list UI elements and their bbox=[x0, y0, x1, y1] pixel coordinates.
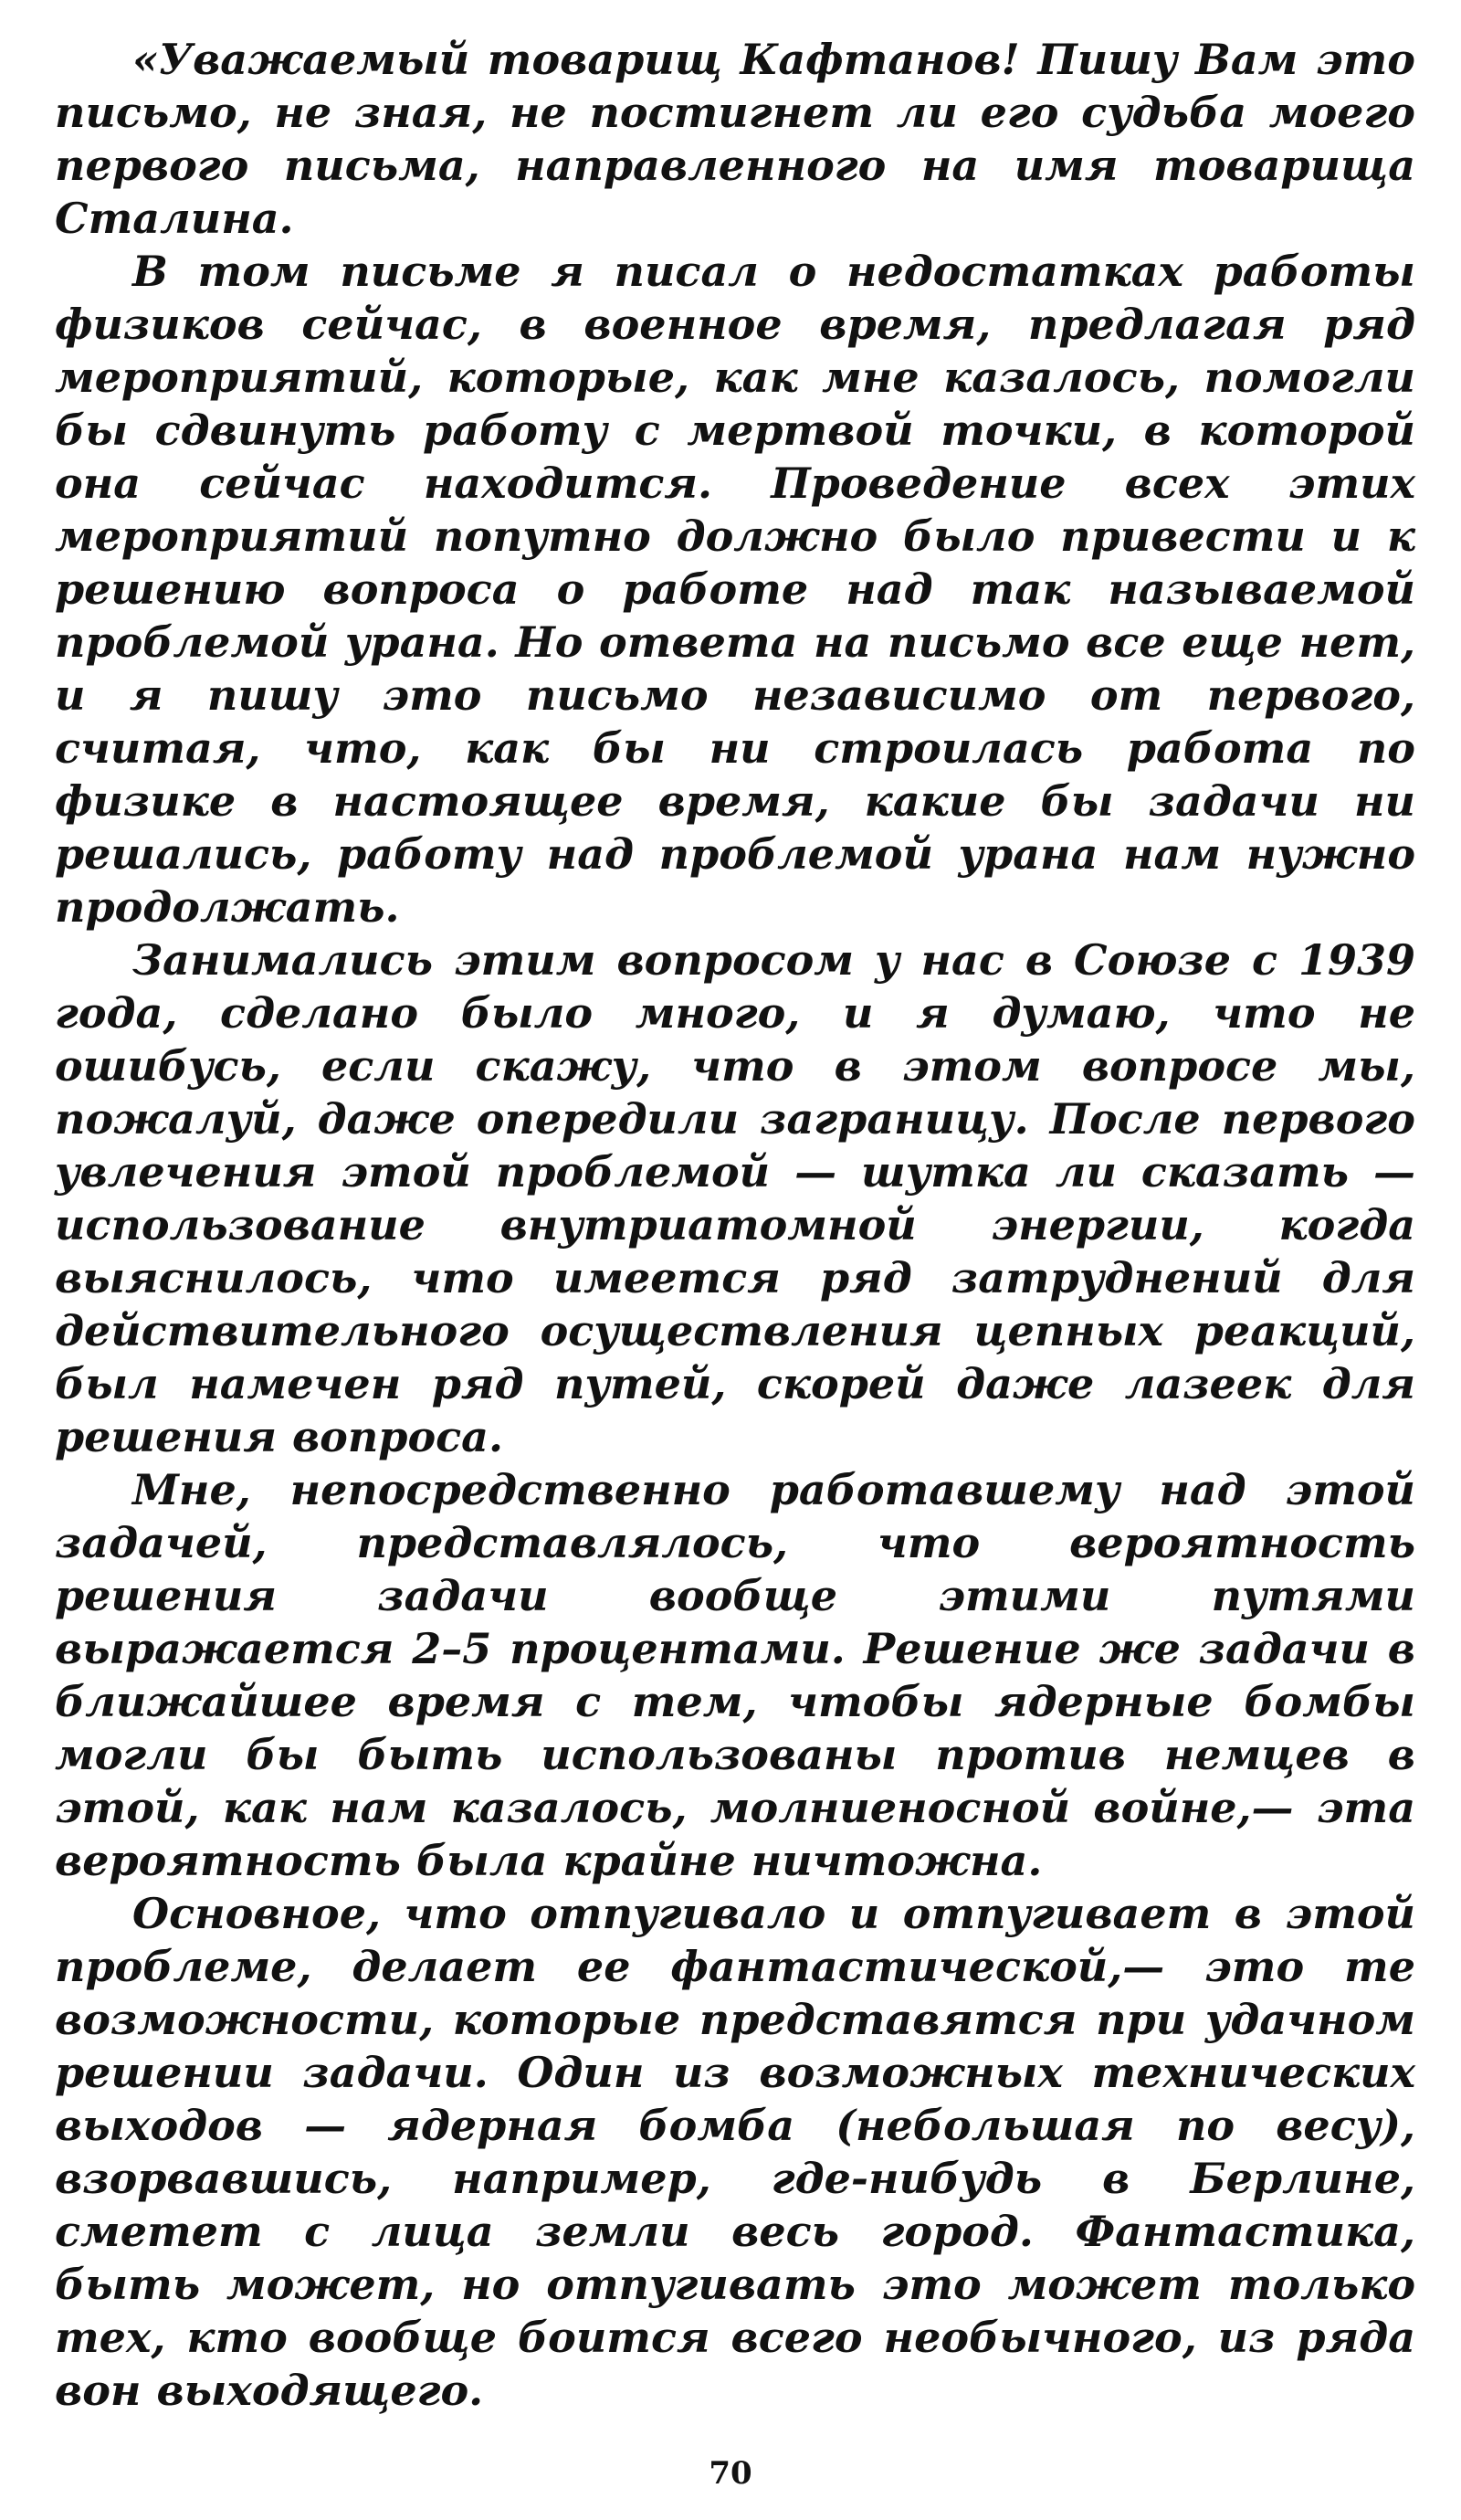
paragraph-5: Основное, что отпугивало и отпугивает в этой проблеме, делает ее фантастической,— это те возможности, которые представятся при удачном решении задачи. Один из возможных технических выходов — ядерная бомба (небольшая по весу), взорвавшись, например, где-нибудь в Берлине, сметет с лица земли весь город. Фантастика, быть может, но отпугивать это может только тех, кто вообще боится всего необычного, из ряда вон выходящего. bbox=[55, 1889, 1415, 2415]
paragraph-3: Занимались этим вопросом у нас в Союзе с 1939 года, сделано было много, и я думаю, что не ошибусь, если скажу, что в этом вопросе мы, пожалуй, даже опередили заграницу. После первого увлечения этой проблемой — шутка ли сказать — использование внутриатомной энергии, когда выяснилось, что имеется ряд затруднений для действительного осуществления цепных реакций, был намечен ряд путей, скорей даже лазеек для решения вопроса. bbox=[55, 935, 1415, 1461]
page-body bbox=[55, 33, 1415, 2417]
page-number: 70 bbox=[709, 2455, 752, 2492]
paragraph-2: В том письме я писал о недостатках работы физиков сейчас, в военное время, предлагая ряд мероприятий, которые, как мне казалось, помогли бы сдвинуть работу с мертвой точки, в которой она сейчас находится. Проведение всех этих мероприятий попутно должно было привести и к решению вопроса о работе над так называемой проблемой урана. Но ответа на письмо все еще нет, и я пишу это письмо независимо от первого, считая, что, как бы ни строилась работа по физике в настоящее время, какие бы задачи ни решались, работу над проблемой урана нам нужно продолжать. bbox=[55, 247, 1415, 932]
paragraph-4: Мне, непосредственно работавшему над этой задачей, представлялось, что вероятность решения задачи вообще этими путями выражается 2–5 процентами. Решение же задачи в ближайшее время с тем, чтобы ядерные бомбы могли бы быть использованы против немцев в этой, как нам казалось, молниеносной войне,— эта вероятность была крайне ничтожна. bbox=[55, 1465, 1415, 1885]
paragraph-1: «Уважаемый товарищ Кафтанов! Пишу Вам это письмо, не зная, не постигнет ли его судьба моего первого письма, направленного на имя товарища Сталина. bbox=[55, 35, 1415, 243]
